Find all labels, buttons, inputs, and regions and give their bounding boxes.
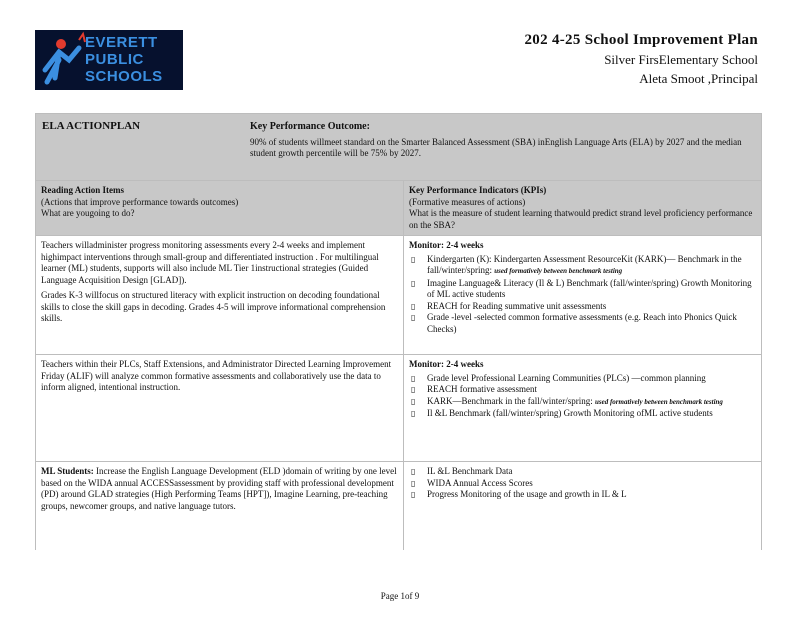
- left-column-sub1: (Actions that improve performance towards outcomes): [41, 196, 239, 207]
- plan-title: 202 4-25 School Improvement Plan: [524, 32, 758, 48]
- list-item: ▯ Imagine Language& Literacy (Il & L) Benchmark (fall/winter/spring) Growth Monitoring of ML active students: [409, 278, 756, 301]
- action-text: Teachers willadminister progress monitoring assessments every 2-4 weeks and implement highimpact interventions through small-group and differentiated instruction . For multilingual learner (ML) students, supports will also include ML Tier 1instructional strategies (Guided Language Acquisition Design [GLAD]).: [41, 240, 379, 285]
- page-number: Page 1of 9: [380, 591, 420, 601]
- left-column-title: Reading Action Items: [41, 185, 124, 195]
- kpo-label: Key Performance Outcome:: [250, 121, 370, 132]
- table-row: [36, 462, 762, 551]
- document-header: [525, 32, 759, 87]
- ml-students-label: ML Students:: [41, 466, 94, 476]
- right-column-title: Key Performance Indicators (KPIs): [409, 185, 547, 195]
- list-item: ▯ KARK—Benchmark in the fall/winter/spring: used formatively between benchmark testing: [409, 396, 756, 409]
- kpi-list: [409, 254, 756, 336]
- list-item: ▯ Progress Monitoring of the usage and growth in IL & L: [409, 489, 756, 501]
- list-item: ▯ Grade -level -selected common formative assessments (e.g. Reach into Phonics Quick Checks): [409, 312, 756, 335]
- action-text: ML Students: Increase the English Language Development (ELD )domain of writing by one level based on the WIDA annual ACCESSassessment by providing staff with professional development (PD) around GLAD strategies (High Performing Teams [HPT]), Imagine Learning, pre-teaching groups, newcomer groups, and native language tutors.: [41, 466, 397, 511]
- action-plan-table: [35, 113, 762, 550]
- table-row: [36, 236, 762, 355]
- item-note: used formatively between benchmark testing: [594, 397, 723, 406]
- list-item: ▯ IL &L Benchmark Data: [409, 466, 756, 478]
- ela-action-plan-title: ELA ACTIONPLAN: [42, 120, 141, 132]
- logo-text: EVERETT PUBLIC SCHOOLS: [85, 34, 163, 85]
- right-column-sub2: What is the measure of student learning thatwould predict strand level proficiency performance on the SBA?: [409, 208, 753, 230]
- table-row: [36, 355, 762, 462]
- list-item: ▯ WIDA Annual Access Scores: [409, 478, 756, 490]
- list-item: ▯ Grade level Professional Learning Communities (PLCs) —common planning: [409, 373, 756, 385]
- item-note: used formatively between benchmark testing: [494, 267, 623, 275]
- monitor-label: Monitor: 2-4 weeks: [409, 240, 484, 250]
- kpi-list: [409, 466, 756, 501]
- list-item: ▯ REACH formative assessment: [409, 384, 756, 396]
- school-name: Silver FirsElementary School: [604, 52, 758, 67]
- plan-title-row: [36, 114, 762, 181]
- list-item: ▯ Il &L Benchmark (fall/winter/spring) Growth Monitoring ofML active students: [409, 408, 756, 420]
- kpi-list: [409, 373, 756, 420]
- kpo-text: 90% of students willmeet standard on the Smarter Balanced Assessment (SBA) inEnglish Language Arts (ELA) by 2027 and the median student growth percentile will be 75% by 2027.: [250, 136, 742, 158]
- district-logo: [35, 30, 183, 90]
- principal-name: Aleta Smoot ,Principal: [639, 71, 758, 86]
- list-item: ▯ REACH for Reading summative unit assessments: [409, 301, 756, 313]
- monitor-label: Monitor: 2-4 weeks: [409, 359, 484, 369]
- column-header-row: [36, 181, 762, 236]
- action-text: Grades K-3 willfocus on structured literacy with explicit instruction on decoding foundational skills to close the skill gaps in decoding. Grades 4-5 will improve informational comprehension skills.: [41, 290, 386, 323]
- left-column-sub2: What are yougoing to do?: [41, 208, 135, 218]
- action-text: Teachers within their PLCs, Staff Extensions, and Administrator Directed Learning Improvement Friday (ALIF) will analyze common formative assessments and collaboratively use the data to inform aligned, intentional instruction.: [41, 359, 392, 392]
- list-item: ▯ Kindergarten (K): Kindergarten Assessment ResourceKit (KARK)— Benchmark in the fall/winter/spring: used formatively between benchmark testing: [409, 254, 756, 278]
- right-column-sub1: (Formative measures of actions): [409, 196, 526, 207]
